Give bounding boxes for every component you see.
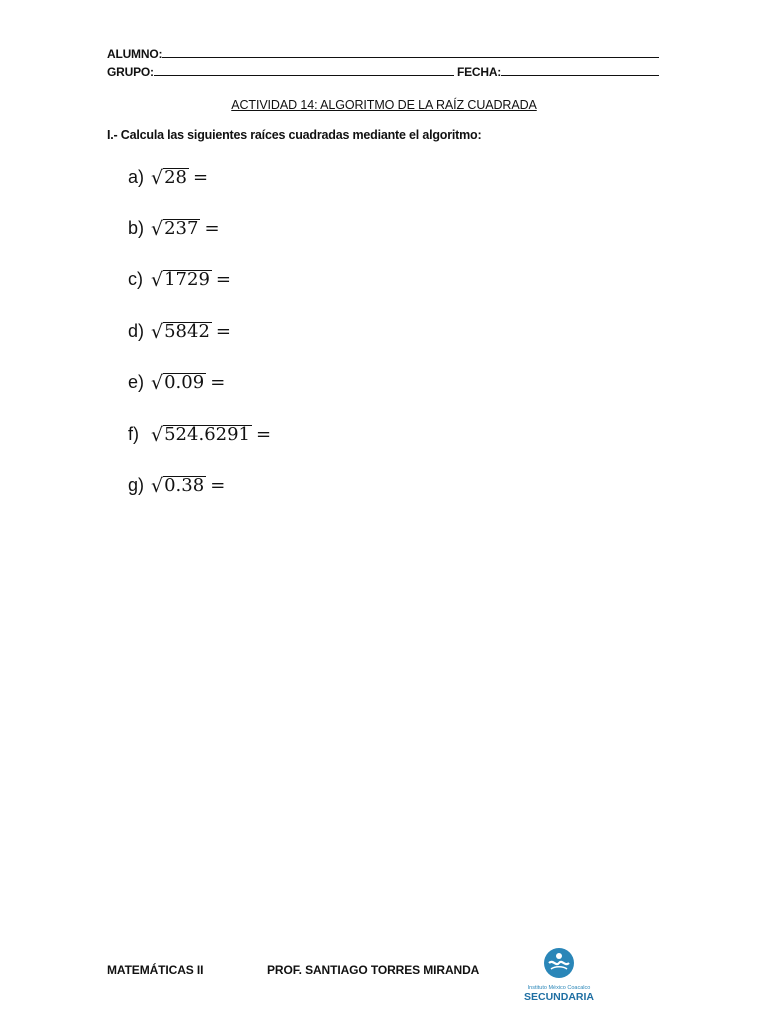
problem-label: e) <box>128 372 145 392</box>
problem-label: f) <box>128 424 139 444</box>
problem-label: c) <box>128 269 143 289</box>
school-logo <box>521 947 597 1003</box>
alumno-label: ALUMNO: <box>107 47 163 61</box>
radicand: 524.6291 <box>164 424 250 446</box>
problem-item <box>128 158 208 188</box>
radical-sign-icon: √ <box>151 424 164 446</box>
equals-sign: = <box>215 269 232 290</box>
radicand: 1729 <box>164 269 210 291</box>
instruction-text: I.- Calcula las siguientes raíces cuadradas mediante el algoritmo: <box>107 128 482 142</box>
activity-title: ACTIVIDAD 14: ALGORITMO DE LA RAÍZ CUADRADA <box>231 98 537 112</box>
square-root-expression <box>151 476 206 496</box>
alumno-blank-line[interactable] <box>162 46 659 58</box>
school-emblem-icon <box>541 947 577 979</box>
radicand: 237 <box>164 218 199 240</box>
fecha-label: FECHA: <box>456 65 502 79</box>
grupo-blank-line[interactable] <box>154 64 454 76</box>
radical-sign-icon: √ <box>151 321 164 343</box>
radical-sign-icon: √ <box>151 269 164 291</box>
logo-institution-text: Instituto México Coacalco <box>527 985 591 991</box>
equals-sign: = <box>210 475 226 496</box>
radicand: 5842 <box>164 321 210 343</box>
footer-subject: MATEMÁTICAS II <box>107 963 204 977</box>
problem-label: a) <box>128 167 145 187</box>
fecha-blank-line[interactable] <box>501 64 659 76</box>
radical-sign-icon: √ <box>151 475 164 497</box>
problem-item <box>128 363 225 393</box>
radical-sign-icon: √ <box>151 167 164 189</box>
radical-sign-icon: √ <box>151 218 164 240</box>
equals-sign: = <box>256 424 272 445</box>
problem-item <box>128 466 225 496</box>
equals-sign: = <box>210 372 226 393</box>
equals-sign: = <box>193 167 209 188</box>
radical-sign-icon: √ <box>151 372 164 394</box>
square-root-expression <box>151 322 212 342</box>
problem-item <box>128 415 271 445</box>
problem-item <box>128 209 220 239</box>
grupo-row <box>107 64 659 79</box>
problem-label: g) <box>128 475 145 495</box>
radicand: 0.09 <box>164 372 205 394</box>
square-root-expression <box>151 373 206 393</box>
radicand: 0.38 <box>164 475 205 497</box>
problem-label: d) <box>128 321 145 341</box>
problem-item <box>128 260 231 290</box>
radicand: 28 <box>164 167 188 189</box>
logo-level-text: SECUNDARIA <box>523 991 594 1003</box>
equals-sign: = <box>215 321 232 342</box>
square-root-expression <box>151 425 252 445</box>
alumno-row <box>107 46 659 61</box>
square-root-expression <box>151 219 200 239</box>
square-root-expression <box>151 168 189 188</box>
problem-item <box>128 312 231 342</box>
square-root-expression <box>151 270 212 290</box>
problem-label: b) <box>128 218 145 238</box>
equals-sign: = <box>204 218 220 239</box>
footer-teacher: PROF. SANTIAGO TORRES MIRANDA <box>267 963 480 977</box>
grupo-label: GRUPO: <box>107 65 154 79</box>
